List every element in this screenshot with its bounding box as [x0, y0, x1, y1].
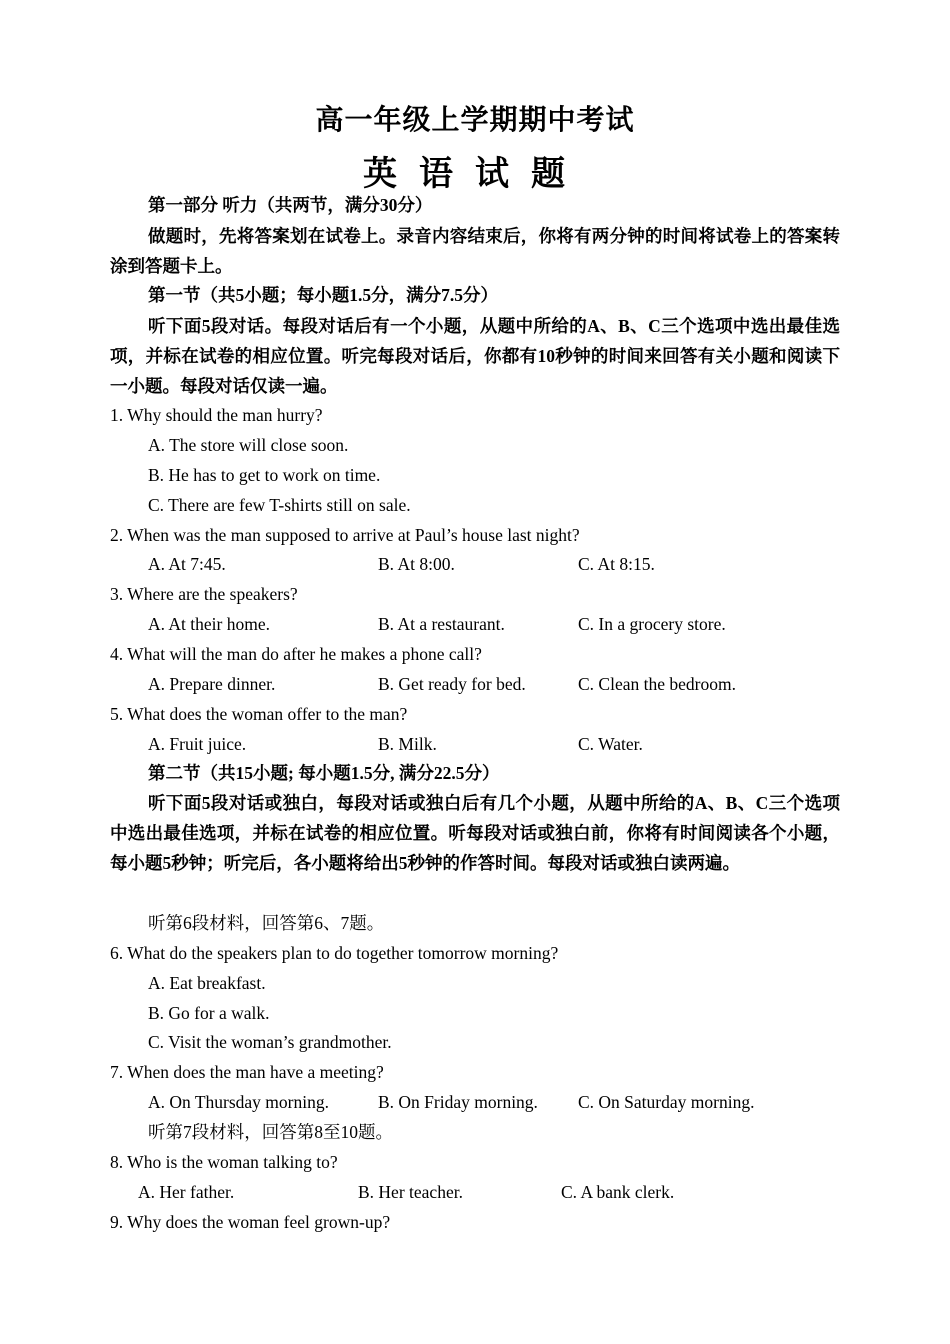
q5-option-c: C. Water. — [578, 734, 643, 754]
q3-option-b: B. At a restaurant. — [378, 614, 505, 634]
question-8: 8. Who is the woman talking to? — [110, 1152, 338, 1172]
q7-option-a: A. On Thursday morning. — [148, 1092, 329, 1112]
part1-instruction: 做题时，先将答案划在试卷上。录音内容结束后，你将有两分钟的时间将试卷上的答案转涂到答题卡上。 — [110, 226, 840, 276]
question-2: 2. When was the man supposed to arrive at Paul’s house last night? — [110, 525, 580, 545]
question-4: 4. What will the man do after he makes a phone call? — [110, 644, 482, 664]
q1-option-a: A. The store will close soon. — [148, 435, 349, 455]
section2-instruction: 听下面5段对话或独白，每段对话或独白后有几个小题，从题中所给的A、B、C三个选项中选出最佳选项，并标在试卷的相应位置。听每段对话或独白前，你将有时间阅读各个小题，每小题5秒钟；听完后，各小题将给出5秒钟的作答时间。每段对话或独白读两遍。 — [110, 793, 840, 873]
q7-option-b: B. On Friday morning. — [378, 1092, 538, 1112]
question-5: 5. What does the woman offer to the man? — [110, 704, 408, 724]
q2-option-a: A. At 7:45. — [148, 554, 226, 574]
question-7: 7. When does the man have a meeting? — [110, 1062, 384, 1082]
section1-heading: 第一节（共5小题；每小题1.5分，满分7.5分） — [148, 285, 498, 305]
q1-option-c: C. There are few T-shirts still on sale. — [148, 495, 411, 515]
q5-option-a: A. Fruit juice. — [148, 734, 247, 754]
q3-option-c: C. In a grocery store. — [578, 614, 726, 634]
q4-option-b: B. Get ready for bed. — [378, 674, 526, 694]
q2-option-b: B. At 8:00. — [378, 554, 455, 574]
q4-option-c: C. Clean the bedroom. — [578, 674, 736, 694]
q8-option-a: A. Her father. — [138, 1182, 235, 1202]
q6-option-c: C. Visit the woman’s grandmother. — [148, 1032, 392, 1052]
question-1: 1. Why should the man hurry? — [110, 405, 323, 425]
q5-option-b: B. Milk. — [378, 734, 437, 754]
q6-option-a: A. Eat breakfast. — [148, 973, 266, 993]
section1-instruction: 听下面5段对话。每段对话后有一个小题，从题中所给的A、B、C三个选项中选出最佳选项，并标在试卷的相应位置。听完每段对话后，你都有10秒钟的时间来回答有关小题和阅读下一小题。每段对话仅读一遍。 — [110, 316, 840, 396]
exam-subject-title: 英语试题 — [363, 156, 587, 193]
exam-title: 高一年级上学期期中考试 — [315, 105, 635, 136]
q3-option-a: A. At their home. — [148, 614, 270, 634]
q1-option-b: B. He has to get to work on time. — [148, 465, 381, 485]
q6-option-b: B. Go for a walk. — [148, 1003, 270, 1023]
q7-option-c: C. On Saturday morning. — [578, 1092, 755, 1112]
question-9: 9. Why does the woman feel grown-up? — [110, 1212, 391, 1232]
q8-option-b: B. Her teacher. — [358, 1182, 463, 1202]
q2-option-c: C. At 8:15. — [578, 554, 655, 574]
part1-heading: 第一部分 听力（共两节，满分30分） — [148, 195, 433, 215]
section2-heading: 第二节（共15小题; 每小题1.5分, 满分22.5分） — [148, 763, 500, 783]
question-6: 6. What do the speakers plan to do together tomorrow morning? — [110, 943, 559, 963]
q8-option-c: C. A bank clerk. — [561, 1182, 675, 1202]
q4-option-a: A. Prepare dinner. — [148, 674, 276, 694]
question-3: 3. Where are the speakers? — [110, 584, 298, 604]
material-7-note: 听第7段材料，回答第8至10题。 — [148, 1122, 393, 1142]
material-6-note: 听第6段材料，回答第6、7题。 — [148, 913, 385, 933]
